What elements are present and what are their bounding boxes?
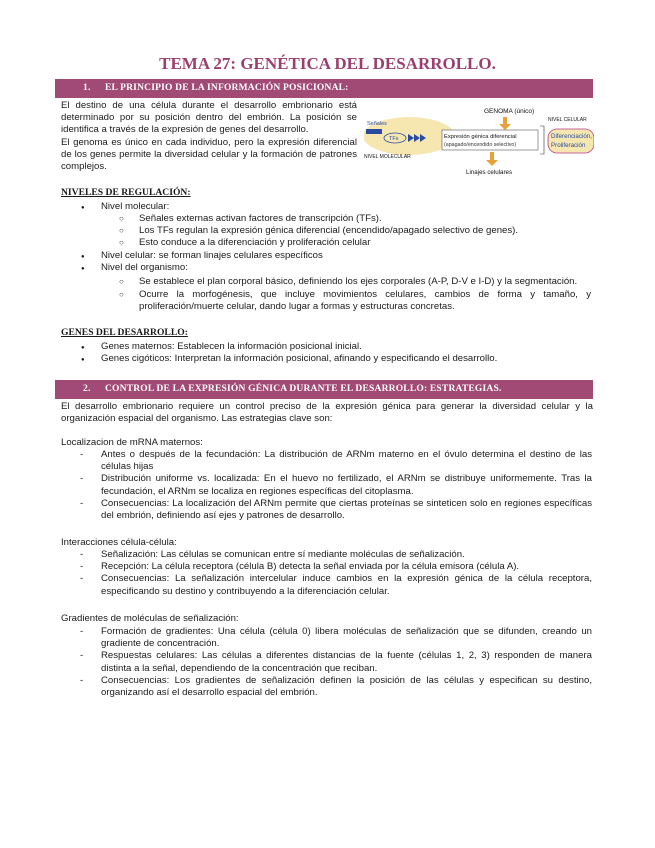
- intro-paragraph-2: El genoma es único en cada individuo, pero la expresión diferencial de los genes permite la diversidad celular y la formación de patrones complejos.: [61, 137, 357, 173]
- page-title: TEMA 27: GENÉTICA DEL DESARROLLO.: [159, 54, 496, 73]
- list-item: ● Nivel celular: se forman linajes celulares específicos: [101, 250, 593, 262]
- list-item: - Formación de gradientes: Una célula (célula 0) libera moléculas de señalización que se difunden, creando un gradiente de concentración.: [101, 626, 592, 650]
- list-item: - Consecuencias: La localización del ARNm permite que ciertas proteínas se sinteticen solo en regiones específicas del embrión, definiendo así ejes y patrones de desarrollo.: [101, 498, 592, 522]
- genes-heading: GENES DEL DESARROLLO:: [61, 327, 188, 338]
- list-item: - Señalización: Las células se comunican entre sí mediante moléculas de señalización.: [101, 549, 592, 561]
- list-item: - Recepción: La célula receptora (célula B) detecta la señal enviada por la célula emisora (célula A).: [101, 561, 592, 573]
- diagram-nivel-molecular: NIVEL MOLECULAR: [364, 154, 411, 160]
- list-item: ● Nivel del organismo:: [101, 262, 593, 274]
- list-item: ○ Esto conduce a la diferenciación y proliferación celular: [139, 237, 593, 249]
- signal-bar: [366, 129, 382, 134]
- group-title-interacciones: Interacciones célula-célula:: [61, 537, 177, 548]
- diagram-linajes-label: Linajes celulares: [466, 169, 513, 176]
- diagram-senales-label: Señales: [367, 121, 387, 127]
- list-item: ○ Se establece el plan corporal básico, definiendo los ejes corporales (A-P, D-V e I-D) y la segmentación.: [139, 276, 591, 288]
- niveles-heading: NIVELES DE REGULACIÓN:: [61, 187, 191, 198]
- section-1-heading: EL PRINCIPIO DE LA INFORMACIÓN POSICIONAL:: [105, 83, 349, 93]
- mrna-list: [101, 449, 592, 522]
- interacciones-list: [101, 549, 592, 598]
- section-1-header: [55, 79, 593, 98]
- diagram-diferenciacion: Diferenciación,: [551, 133, 592, 140]
- section-1-number: 1.: [83, 83, 91, 93]
- molecular-sublist: [139, 213, 593, 250]
- arrow-down-icon: [486, 152, 498, 166]
- niveles-list: [101, 201, 593, 213]
- list-item: ○ Ocurre la morfogénesis, que incluye movimientos celulares, cambios de forma y tamaño, y proliferación/muerte celular, dando lugar a formas y estructuras concretas.: [139, 289, 591, 313]
- list-item: - Antes o después de la fecundación: La distribución de ARNm materno en el óvulo determina el destino de las células hijas: [101, 449, 592, 473]
- diagram-genoma-label: GENOMA (único): [484, 108, 535, 115]
- section-2-heading: CONTROL DE LA EXPRESIÓN GÉNICA DURANTE EL DESARROLLO: ESTRATEGIAS.: [105, 384, 502, 394]
- list-item: ● Nivel molecular:: [101, 201, 593, 213]
- group-title-gradientes: Gradientes de moléculas de señalización:: [61, 613, 239, 624]
- section-2-intro: El desarrollo embrionario requiere un control preciso de la expresión génica para generar la diversidad celular y la organización espacial del organismo. Las estrategias clave son:: [61, 401, 593, 425]
- section-2-header: [55, 380, 593, 399]
- list-item: ● Genes maternos: Establecen la información posicional inicial.: [101, 341, 593, 353]
- list-item: ○ Señales externas activan factores de transcripción (TFs).: [139, 213, 593, 225]
- gradientes-list: [101, 626, 592, 699]
- diagram-nivel-celular: NIVEL CELULAR: [548, 117, 587, 123]
- bracket: [540, 126, 544, 154]
- genes-list: [101, 341, 593, 365]
- positional-information-diagram: [364, 104, 594, 184]
- intro-paragraph-1: El destino de una célula durante el desarrollo embrionario está determinado por su posición dentro del embrión. La posición se identifica a través de la expresión de genes del desarrollo.: [61, 100, 357, 136]
- list-item: - Distribución uniforme vs. localizada: En el huevo no fertilizado, el ARNm se distribuye uniformemente. Tras la fecundación, el ARNm se localiza en regiones específicas del citoplasma.: [101, 473, 592, 497]
- list-item: - Consecuencias: La señalización intercelular induce cambios en la expresión génica de la célula receptora, especificando su destino y contribuyendo a la diferenciación celular.: [101, 573, 592, 597]
- diagram-expresion-2: (apagado/encendido selectivo): [444, 142, 517, 148]
- diagram-expresion-1: Expresión génica diferencial: [444, 134, 517, 140]
- arrow-down-icon: [499, 117, 511, 130]
- diagram-tfs-label: TFs: [389, 136, 399, 142]
- list-item: ○ Los TFs regulan la expresión génica diferencial (encendido/apagado selectivo de genes).: [139, 225, 593, 237]
- list-item: - Respuestas celulares: Las células a diferentes distancias de la fuente (células 1, 2, 3) responden de manera distinta a la señal, dependiendo de la concentración que reciban.: [101, 650, 592, 674]
- section-2-number: 2.: [83, 384, 91, 394]
- diagram-proliferacion: Proliferación: [551, 142, 586, 149]
- list-item: ● Genes cigóticos: Interpretan la información posicional, afinando y especificando el desarrollo.: [101, 353, 593, 365]
- niveles-list-2: [101, 250, 593, 274]
- group-title-mrna: Localizacion de mRNA maternos:: [61, 437, 203, 448]
- list-item: - Consecuencias: Los gradientes de señalización definen la posición de las células y especifican su destino, organizando así el desarrollo espacial del embrión.: [101, 675, 592, 699]
- organismo-sublist: [139, 276, 591, 314]
